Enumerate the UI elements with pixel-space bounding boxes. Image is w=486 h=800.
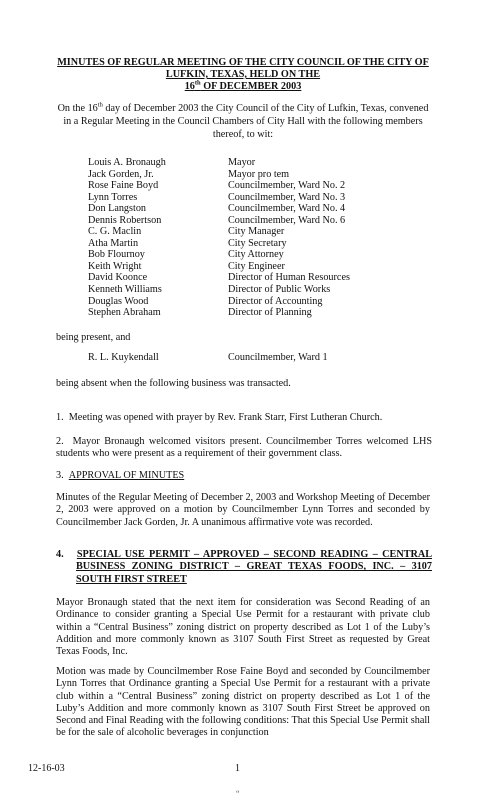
roster-row <box>88 215 448 227</box>
roster-row <box>88 238 448 250</box>
roster-role: City Secretary <box>228 237 287 249</box>
roster-row <box>88 226 448 238</box>
roster-role: Councilmember, Ward No. 4 <box>228 203 346 215</box>
item-2: 2. Mayor Bronaugh welcomed visitors present. Councilmember Torres welcomed LHS students who were present as a requirement of their government class. <box>56 436 432 460</box>
roster-role: Director of Public Works <box>228 284 331 296</box>
roster-name: Don Langston <box>88 203 147 215</box>
item-3-text: Minutes of the Regular Meeting of December 2, 2003 and Workshop Meeting of December 2, 2003 were approved on a motion by Councilmember Lynn Torres and seconded by Councilmember Jack Gorden, Jr. A unanimous affirmative vote was recorded. <box>56 492 430 528</box>
roster-row <box>88 169 448 181</box>
page-number: 1 <box>235 763 240 774</box>
roster-name: Lynn Torres <box>88 191 138 203</box>
item-3-heading: 3. APPROVAL OF MINUTES <box>56 470 185 481</box>
roster-role: Councilmember, Ward No. 3 <box>228 191 346 203</box>
roster-row <box>88 157 448 169</box>
roster-name: Stephen Abraham <box>88 307 161 319</box>
roster-row <box>88 180 448 192</box>
roster-name: Louis A. Bronaugh <box>88 157 166 168</box>
roster-role: Director of Planning <box>228 307 312 319</box>
roster-role: City Attorney <box>228 249 284 261</box>
roster-role: Director of Human Resources <box>228 272 350 284</box>
document-title <box>40 57 446 93</box>
roster-role: Mayor pro tem <box>228 168 290 180</box>
roster-role: Councilmember, Ward No. 6 <box>228 214 346 226</box>
item-4-paragraph-2: Motion was made by Councilmember Rose Faine Boyd and seconded by Councilmember Lynn Torres that Ordinance granting a Special Use Permit for a restaurant with a private club within a “Central Business” zoning district on property described as Lot 1 of the Luby’s Addition and more commonly known as 3107 South First Street be approved on Second and Final Reading with the following conditions: That this Special Use Permit shall be for the sale of alcoholic beverages in conjunction <box>56 666 430 739</box>
roster-role: Councilmember, Ward No. 2 <box>228 180 346 192</box>
intro-paragraph: On the 16th day of December 2003 the City Council of the City of Lufkin, Texas, convened in a Regular Meeting in the Council Chambers of City Hall with the following members thereof, to wit: <box>57 101 429 140</box>
absent-name: R. L. Kuykendall <box>88 352 159 363</box>
roster-row <box>88 296 448 308</box>
roster-row <box>88 192 448 204</box>
item-4-heading: 4. SPECIAL USE PERMIT – APPROVED – SECOND READING – CENTRAL BUSINESS ZONING DISTRICT – GREAT TEXAS FOODS, INC. – 3107 SOUTH FIRST STREET <box>56 549 432 585</box>
roster-row <box>88 272 448 284</box>
roster-row <box>88 284 448 296</box>
roster-name: Dennis Robertson <box>88 214 162 226</box>
page-mark: “ <box>236 789 240 798</box>
roster-row <box>88 249 448 261</box>
roster-role: Mayor <box>228 157 256 168</box>
roster-name: Keith Wright <box>88 260 142 272</box>
title-line-1: MINUTES OF REGULAR MEETING OF THE CITY COUNCIL OF THE CITY OF <box>57 57 429 68</box>
footer-date: 12-16-03 <box>28 763 65 774</box>
roster-row <box>88 203 448 215</box>
roster-role: City Engineer <box>228 260 285 272</box>
absent-role: Councilmember, Ward 1 <box>228 352 328 363</box>
absent-member <box>88 352 448 364</box>
roster-name: Kenneth Williams <box>88 284 162 296</box>
item-1: 1. Meeting was opened with prayer by Rev. Frank Starr, First Lutheran Church. <box>56 412 383 423</box>
roster-role: City Manager <box>228 226 285 238</box>
roster-name: Rose Faine Boyd <box>88 180 159 192</box>
roster-row <box>88 307 448 319</box>
roster-row <box>88 261 448 273</box>
roster-name: Atha Martin <box>88 237 139 249</box>
roster-role: Director of Accounting <box>228 295 323 307</box>
being-absent-text: being absent when the following business was transacted. <box>56 378 291 389</box>
being-present-text: being present, and <box>56 332 131 343</box>
roster-name: Douglas Wood <box>88 295 149 307</box>
roster-name: David Koonce <box>88 272 148 284</box>
item-4-paragraph-1: Mayor Bronaugh stated that the next item for consideration was Second Reading of an Ordinance to consider granting a Special Use Permit for a restaurant with private club within a “Central Business” zoning district on property described as Lot 1 of the Luby’s Addition and more commonly known as 3107 South First Street as requested by Great Texas Foods, Inc. <box>56 597 430 658</box>
attendee-roster <box>88 157 448 319</box>
roster-name: C. G. Maclin <box>88 226 142 238</box>
title-line-3: 16th OF DECEMBER 2003 <box>184 79 302 92</box>
title-line-2: LUFKIN, TEXAS, HELD ON THE <box>165 69 321 80</box>
roster-name: Bob Flournoy <box>88 249 145 261</box>
roster-name: Jack Gorden, Jr. <box>88 168 154 180</box>
